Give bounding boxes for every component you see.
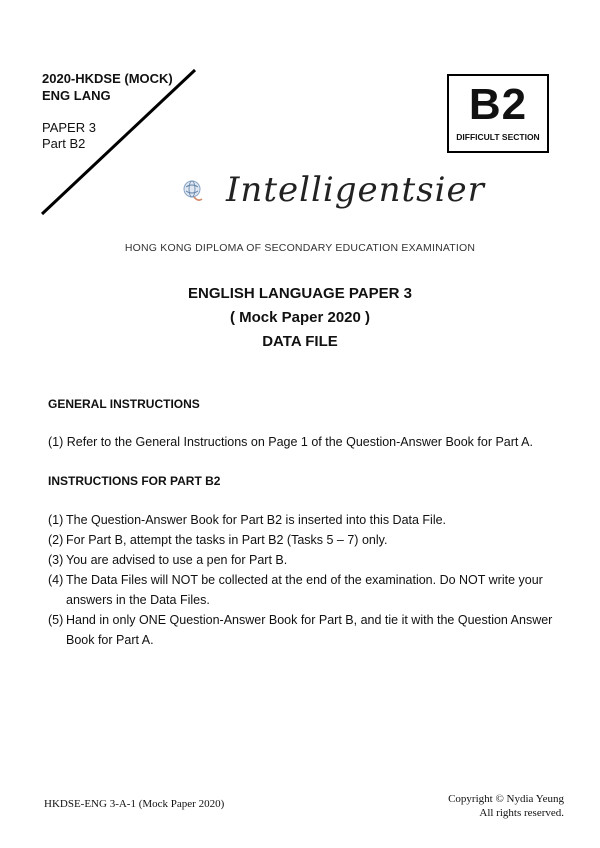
- publisher-name: Intelligentsier: [226, 170, 485, 210]
- item-number: (3): [48, 553, 64, 567]
- instruction-item: [48, 610, 568, 650]
- subject-code: ENG LANG: [42, 88, 111, 103]
- part-b2-instructions-heading: INSTRUCTIONS FOR PART B2: [48, 474, 221, 488]
- item-number: (5): [48, 613, 64, 627]
- copyright-text: Copyright © Nydia Yeung: [448, 793, 564, 805]
- publisher-logo: [180, 168, 485, 218]
- section-label: DIFFICULT SECTION: [456, 132, 540, 142]
- item-text: The Data Files will NOT be collected at the end of the examination. Do NOT write your answers in the Data Files.: [66, 573, 543, 607]
- item-text: Refer to the General Instructions on Page 1 of the Question-Answer Book for Part A.: [66, 435, 533, 449]
- footer-copyright: [434, 792, 564, 820]
- item-number: (4): [48, 573, 64, 587]
- exam-name: HONG KONG DIPLOMA OF SECONDARY EDUCATION EXAMINATION: [124, 242, 476, 254]
- exam-code: 2020-HKDSE (MOCK): [42, 71, 173, 86]
- paper-header: [42, 70, 173, 152]
- document-title: ENGLISH LANGUAGE PAPER 3: [188, 285, 412, 302]
- item-number: (2): [48, 533, 64, 547]
- section-code: B2: [468, 80, 528, 129]
- rights-text: All rights reserved.: [479, 807, 564, 819]
- instruction-item: [48, 550, 568, 570]
- item-text: Hand in only ONE Question-Answer Book for Part B, and tie it with the Question Answer Book for Part A.: [66, 613, 553, 647]
- general-instructions-heading: GENERAL INSTRUCTIONS: [48, 397, 200, 411]
- instruction-item: [48, 570, 568, 610]
- item-text: You are advised to use a pen for Part B.: [66, 553, 288, 567]
- item-number: (1): [48, 435, 64, 449]
- paper-number: PAPER 3: [42, 120, 96, 135]
- section-badge: [447, 74, 549, 153]
- globe-icon: [180, 178, 206, 204]
- instruction-item: [48, 530, 568, 550]
- item-text: For Part B, attempt the tasks in Part B2 (Tasks 5 – 7) only.: [66, 533, 388, 547]
- document-subtitle: ( Mock Paper 2020 ): [229, 309, 371, 326]
- instruction-item: [48, 510, 568, 530]
- footer-paper-code: HKDSE-ENG 3-A-1 (Mock Paper 2020): [44, 798, 225, 810]
- general-instruction-item: [48, 432, 568, 452]
- document-type: DATA FILE: [262, 333, 338, 350]
- part-b2-instruction-list: [48, 510, 568, 650]
- paper-part: Part B2: [42, 136, 86, 151]
- item-text: The Question-Answer Book for Part B2 is inserted into this Data File.: [66, 513, 447, 527]
- item-number: (1): [48, 513, 64, 527]
